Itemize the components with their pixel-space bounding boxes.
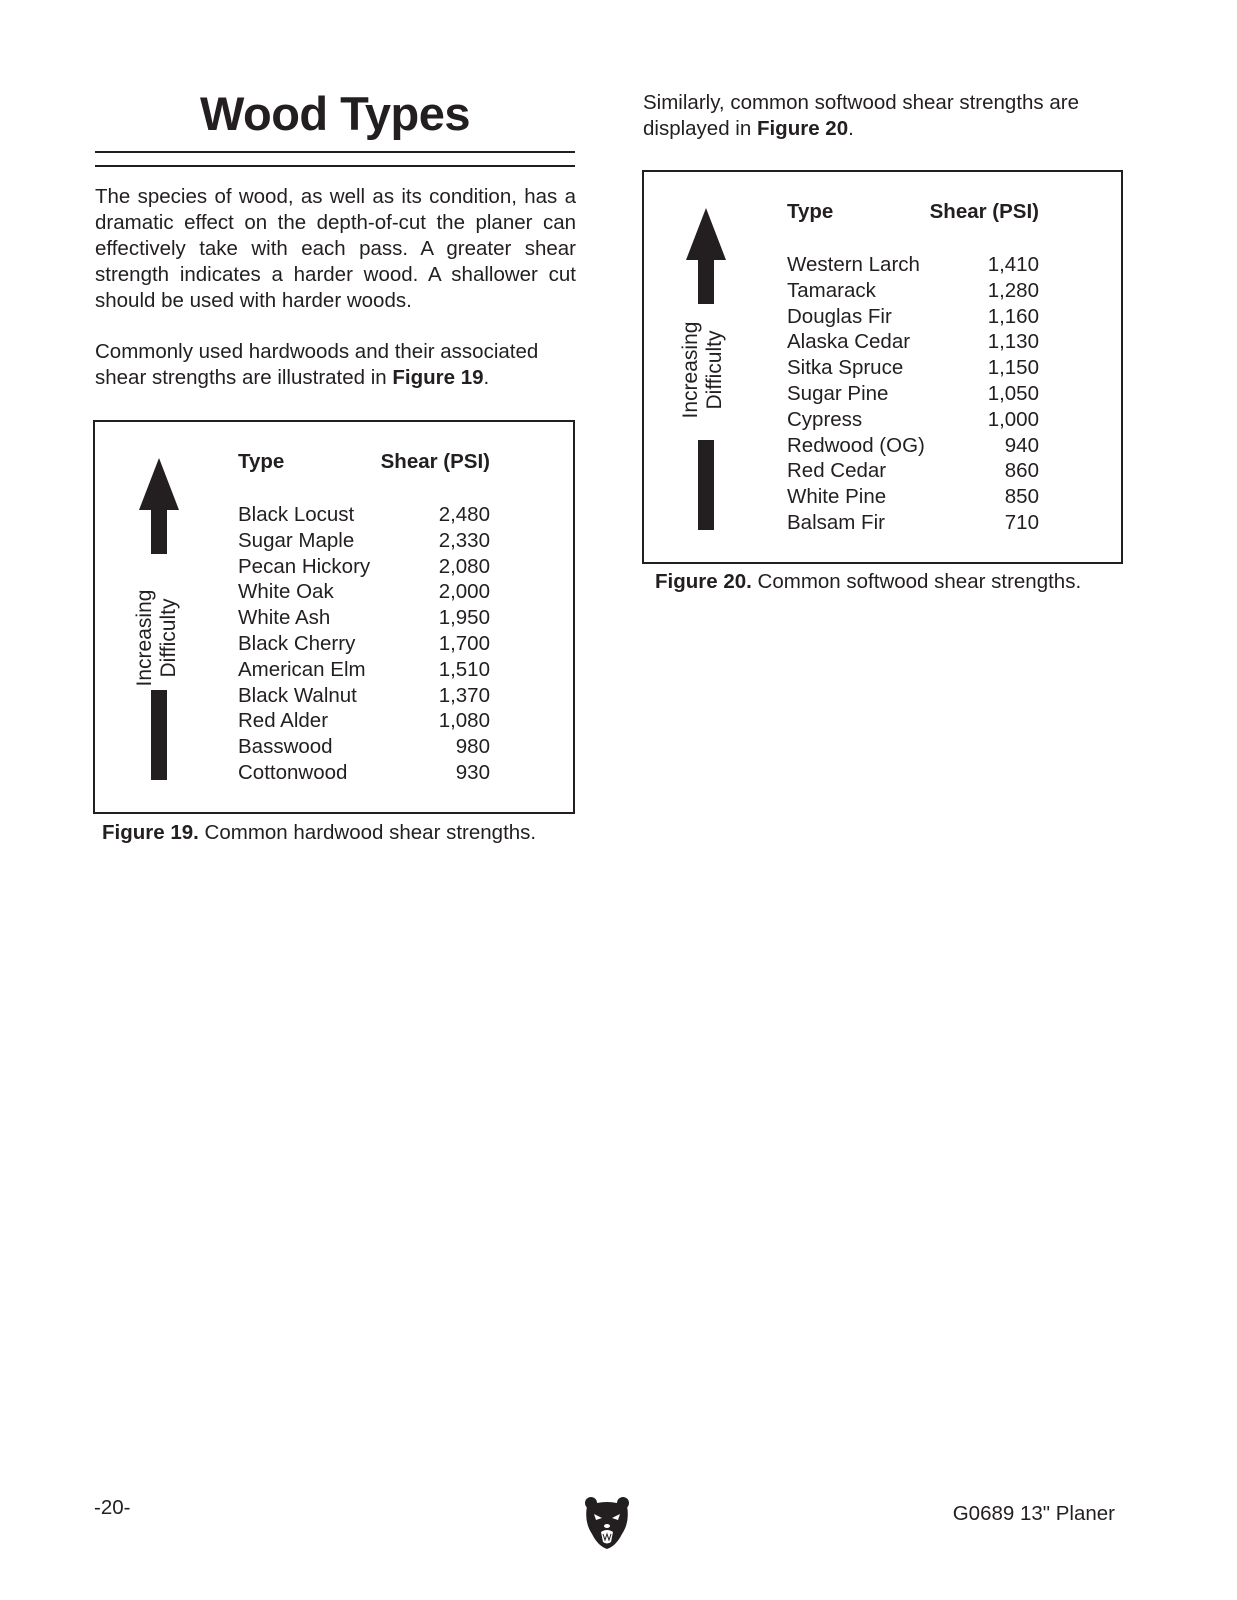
softwood-paragraph: Similarly, common softwood shear strengths are displayed in Figure 20. (643, 91, 1079, 140)
page-number: -20- (94, 1496, 131, 1519)
wood-type: Alaska Cedar (787, 330, 911, 354)
table-row (787, 407, 1039, 433)
shear-value: 1,700 (438, 631, 490, 655)
shear-value: 2,000 (438, 580, 490, 604)
figure19-table (238, 450, 490, 786)
table-row (787, 510, 1039, 536)
figure20-reference: Figure 20 (756, 117, 849, 140)
arrow-up-icon (686, 208, 726, 260)
wood-type: Red Cedar (787, 459, 887, 483)
wood-type: White Ash (238, 606, 331, 630)
wood-type: White Pine (787, 485, 887, 509)
wood-type: Redwood (OG) (787, 433, 925, 457)
table-row (238, 734, 490, 760)
figure19-box (93, 420, 575, 814)
hardwood-paragraph: Commonly used hardwoods and their associated shear strengths are illustrated in Figure 19. (95, 340, 539, 389)
model-name: G0689 13" Planer (952, 1502, 1115, 1525)
bear-logo-icon (584, 1496, 630, 1550)
table-row (787, 304, 1039, 330)
shear-value: 1,080 (438, 709, 490, 733)
table-row (787, 381, 1039, 407)
table-row (787, 458, 1039, 484)
intro-paragraph: The species of wood, as well as its condition, has a dramatic effect on the depth-of-cut the planer can effectively take with each pass. A greater shear strength indicates a harder wood. A shallower cut should be used with harder woods. (95, 185, 576, 312)
table-row (238, 760, 490, 786)
shear-value: 1,160 (987, 304, 1039, 328)
shear-value: 1,950 (438, 606, 490, 630)
wood-type: Balsam Fir (787, 510, 885, 534)
shear-value: 1,370 (438, 683, 490, 707)
table-row (238, 579, 490, 605)
wood-type: Black Cherry (238, 631, 356, 655)
wood-type: White Oak (238, 580, 334, 604)
wood-type: Tamarack (787, 278, 876, 302)
figure19-caption: Figure 19. Common hardwood shear strengths. (102, 821, 537, 844)
figure19-col-type: Type (238, 450, 285, 473)
wood-type: Western Larch (787, 253, 920, 276)
figure19-arrow-label: Increasing Difficulty (133, 589, 180, 687)
shear-value: 1,050 (987, 381, 1039, 405)
shear-value: 1,280 (987, 278, 1039, 302)
shear-value: 1,130 (987, 330, 1039, 354)
shear-value: 1,510 (438, 657, 490, 681)
figure20-col-shear: Shear (PSI) (929, 200, 1039, 223)
wood-type: Basswood (238, 735, 333, 759)
table-row (787, 278, 1039, 304)
shear-value: 930 (455, 760, 490, 784)
figure19-table-header (238, 450, 490, 502)
wood-type: American Elm (238, 657, 366, 681)
wood-type: Douglas Fir (787, 304, 892, 328)
arrow-up-icon (139, 458, 179, 510)
wood-type: Cypress (787, 407, 863, 431)
figure20-table-header (787, 200, 1039, 252)
table-row (238, 708, 490, 734)
table-row (238, 554, 490, 580)
table-row (787, 252, 1039, 278)
wood-type: Sitka Spruce (787, 356, 904, 380)
table-row (238, 631, 490, 657)
figure20-caption: Figure 20. Common softwood shear strengths. (655, 570, 1082, 593)
table-row (787, 433, 1039, 459)
table-row (238, 502, 490, 528)
table-row (238, 683, 490, 709)
wood-type: Black Locust (238, 503, 355, 526)
figure19-reference: Figure 19 (392, 366, 484, 389)
shear-value: 710 (1004, 510, 1039, 534)
wood-type: Sugar Maple (238, 528, 355, 552)
table-row (238, 657, 490, 683)
table-row (787, 355, 1039, 381)
wood-type: Pecan Hickory (238, 554, 371, 578)
table-row (787, 484, 1039, 510)
wood-type: Cottonwood (238, 760, 348, 784)
shear-value: 1,410 (987, 253, 1039, 276)
title-rule-top (95, 151, 575, 153)
figure20-arrow-label: Increasing Difficulty (679, 321, 726, 419)
shear-value: 2,080 (438, 554, 490, 578)
page-title: Wood Types (199, 87, 471, 140)
title-rule-bottom (95, 165, 575, 167)
wood-type: Red Alder (238, 709, 329, 733)
wood-type: Black Walnut (238, 683, 357, 707)
table-row (238, 605, 490, 631)
wood-type: Sugar Pine (787, 381, 889, 405)
shear-value: 2,480 (438, 503, 490, 526)
shear-value: 850 (1004, 485, 1039, 509)
shear-value: 1,000 (987, 407, 1039, 431)
figure19-col-shear: Shear (PSI) (380, 450, 490, 473)
shear-value: 1,150 (987, 356, 1039, 380)
shear-value: 860 (1004, 459, 1039, 483)
shear-value: 980 (455, 735, 490, 759)
shear-value: 2,330 (438, 528, 490, 552)
table-row (238, 528, 490, 554)
figure20-box (642, 170, 1123, 564)
figure20-col-type: Type (787, 200, 834, 223)
table-row (787, 329, 1039, 355)
figure20-table (787, 200, 1039, 536)
shear-value: 940 (1004, 433, 1039, 457)
